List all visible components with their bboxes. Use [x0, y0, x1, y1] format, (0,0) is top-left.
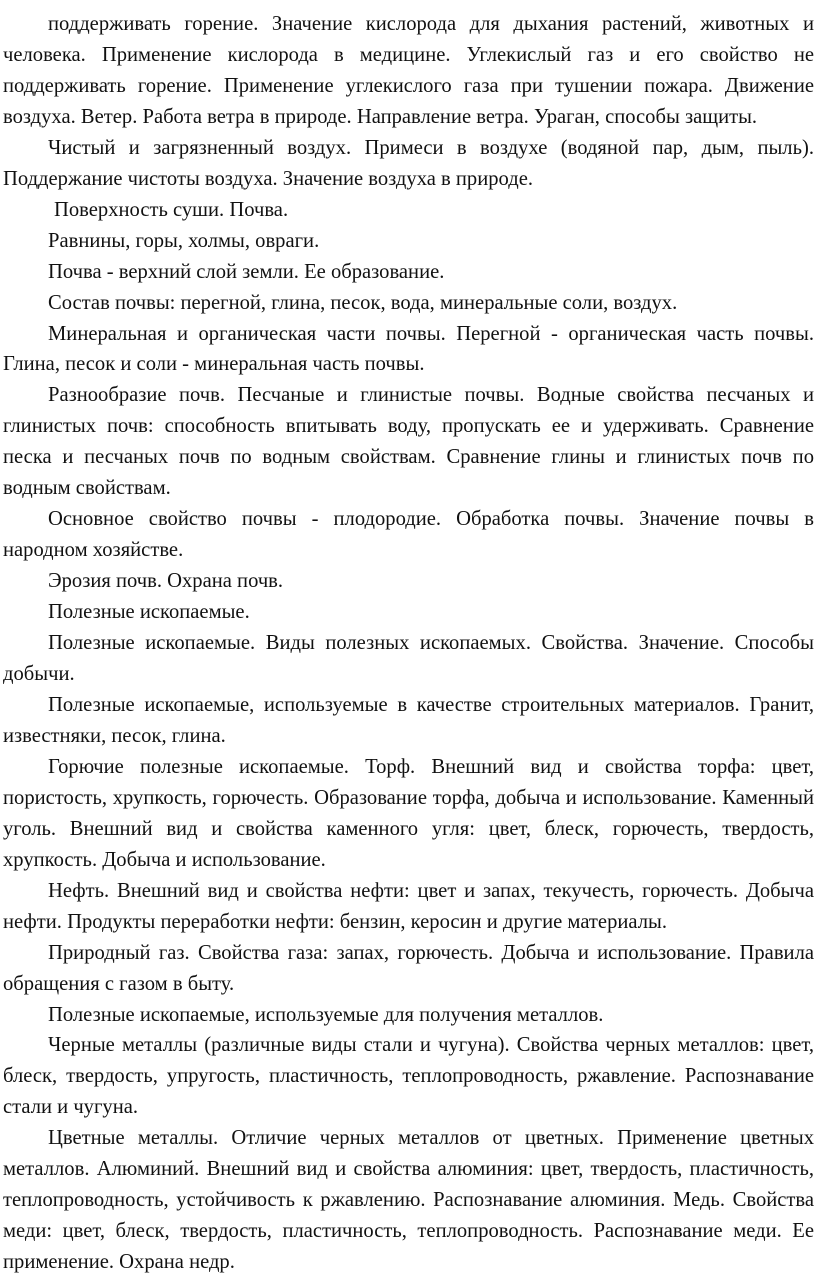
- paragraph: Основное свойство почвы - плодородие. Обработка почвы. Значение почвы в народном хозяйстве.: [3, 508, 814, 562]
- paragraph: Почва - верхний слой земли. Ее образование.: [48, 260, 445, 283]
- paragraph: Чистый и загрязненный воздух. Примеси в воздухе (водяной пар, дым, пыль). Поддержание чистоты воздуха. Значение воздуха в природе.: [3, 136, 814, 190]
- paragraph: Цветные металлы. Отличие черных металлов от цветных. Применение цветных металлов. Алюминий. Внешний вид и свойства алюминия: цвет, твердость, пластичность, теплопроводность, устойчивость к ржавлению. Распознавание алюминия. Медь. Свойства меди: цвет, блеск, твердость, пластичность, теплопроводность. Распознавание меди. Ее применение. Охрана недр.: [3, 1127, 814, 1274]
- paragraph: Состав почвы: перегной, глина, песок, вода, минеральные соли, воздух.: [48, 291, 678, 314]
- paragraph: Эрозия почв. Охрана почв.: [48, 570, 284, 593]
- paragraph: Полезные ископаемые, используемые для получения металлов.: [48, 1003, 604, 1026]
- paragraph: Равнины, горы, холмы, овраги.: [48, 229, 320, 252]
- paragraph: Нефть. Внешний вид и свойства нефти: цвет и запах, текучесть, горючесть. Добыча нефти. Продукты переработки нефти: бензин, керосин и другие материалы.: [3, 879, 814, 933]
- paragraph: Разнообразие почв. Песчаные и глинистые почвы. Водные свойства песчаных и глинистых почв: способность впитывать воду, пропускать ее и удерживать. Сравнение песка и песчаных почв по водным свойствам. Сравнение глины и глинистых почв по водным свойствам.: [3, 384, 814, 500]
- paragraph: Полезные ископаемые.: [48, 601, 250, 624]
- paragraph: Черные металлы (различные виды стали и чугуна). Свойства черных металлов: цвет, блеск, твердость, упругость, пластичность, теплопроводность, ржавление. Распознавание стали и чугуна.: [3, 1034, 814, 1119]
- paragraph: Полезные ископаемые. Виды полезных ископаемых. Свойства. Значение. Способы добычи.: [3, 632, 814, 686]
- paragraph: Минеральная и органическая части почвы. Перегной - органическая часть почвы. Глина, песок и соли - минеральная часть почвы.: [3, 322, 814, 376]
- paragraph: Поверхность суши. Почва.: [54, 198, 289, 221]
- paragraph: Горючие полезные ископаемые. Торф. Внешний вид и свойства торфа: цвет, пористость, хрупкость, горючесть. Образование торфа, добыча и использование. Каменный уголь. Внешний вид и свойства каменного угля: цвет, блеск, горючесть, твердость, хрупкость. Добыча и использование.: [3, 755, 814, 871]
- paragraph: Полезные ископаемые, используемые в качестве строительных материалов. Гранит, известняки, песок, глина.: [3, 693, 814, 747]
- paragraph: поддерживать горение. Значение кислорода для дыхания растений, животных и человека. Применение кислорода в медицине. Углекислый газ и его свойство не поддерживать горение. Применение углекислого газа при тушении пожара. Движение воздуха. Ветер. Работа ветра в природе. Направление ветра. Ураган, способы защиты.: [3, 13, 814, 128]
- paragraph: Природный газ. Свойства газа: запах, горючесть. Добыча и использование. Правила обращения с газом в быту.: [3, 941, 814, 995]
